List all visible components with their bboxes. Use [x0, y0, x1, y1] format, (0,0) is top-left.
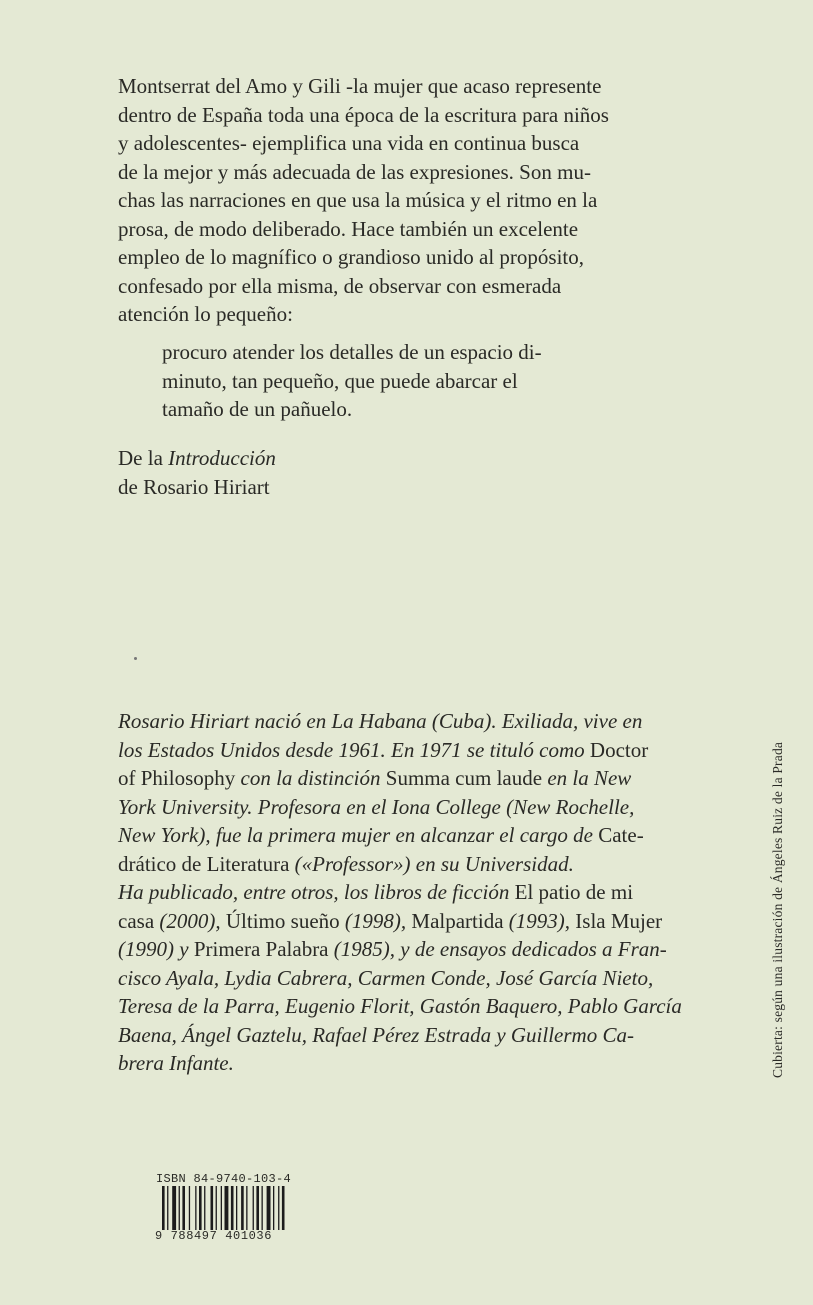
text-run: Rosario Hiriart nació en La Habana (Cuba). Exiliada, vive en	[118, 709, 643, 733]
barcode-bar	[256, 1186, 259, 1230]
barcode-bar	[282, 1186, 285, 1230]
bio-line	[118, 764, 712, 793]
barcode-bar	[236, 1186, 237, 1230]
barcode-bar	[262, 1186, 263, 1230]
ean-digits: 9 788497 401036	[155, 1229, 273, 1243]
text-run: Summa cum laude	[385, 766, 548, 790]
barcode-bar	[211, 1186, 214, 1230]
cover-credit: Cubierta: según una ilustración de Ángeles Ruiz de la Prada	[770, 741, 785, 1078]
barcode-bar	[162, 1186, 165, 1230]
text-run: drático de Literatura	[118, 851, 295, 876]
text-run: los Estados Unidos desde 1961. En 1971 se tituló como	[118, 737, 590, 762]
barcode-bar	[195, 1186, 196, 1230]
quote-line: tamaño de un pañuelo.	[162, 397, 353, 421]
intro-line: empleo de lo magnífico o grandioso unido al propósito,	[118, 245, 584, 269]
attribution-work: Introducción	[168, 446, 276, 470]
barcode-bar	[172, 1186, 176, 1230]
barcode-bar	[246, 1186, 247, 1230]
text-run: con la distinción	[240, 766, 386, 790]
barcode-bar	[182, 1186, 185, 1230]
text-run: en la New	[547, 766, 632, 790]
text-run: Doctor	[589, 737, 649, 762]
text-run: Malpartida	[411, 908, 509, 933]
text-run: (1985), y de ensayos dedicados a Fran-	[333, 937, 667, 961]
attribution-line	[118, 444, 518, 473]
text-run: Primera Palabra	[193, 937, 334, 961]
bio-line	[118, 935, 712, 964]
barcode-bar	[179, 1186, 180, 1230]
barcode-bars	[162, 1186, 302, 1230]
intro-line: atención lo pequeño:	[118, 302, 293, 326]
text-run: Último sueño	[225, 908, 345, 933]
text-run: Ha publicado, entre otros, los libros de ficción	[118, 880, 515, 904]
text-run: brera Infante.	[118, 1051, 234, 1075]
attribution-prefix: De la	[118, 446, 169, 470]
quote-line: procuro atender los detalles de un espacio di-	[162, 340, 542, 364]
barcode-bar	[273, 1186, 274, 1230]
bio-line	[118, 850, 712, 879]
text-run: New York), fue la primera mujer en alcanzar el cargo de	[118, 823, 599, 847]
text-run: Isla Mujer	[575, 908, 663, 933]
barcode-bar	[204, 1186, 205, 1230]
bio-line	[118, 1021, 712, 1050]
attribution-author: de Rosario Hiriart	[118, 474, 270, 499]
intro-line: confesado por ella misma, de observar con esmerada	[118, 273, 562, 298]
bio-line	[118, 992, 712, 1021]
barcode-bar	[189, 1186, 190, 1230]
quoted-passage	[162, 338, 712, 424]
intro-line: y adolescentes- ejemplifica una vida en continua busca	[118, 131, 580, 155]
intro-line: chas las narraciones en que usa la música y el ritmo en la	[118, 188, 598, 212]
text-run: («Professor») en su Universidad.	[294, 851, 574, 876]
quote-line: minuto, tan pequeño, que puede abarcar el	[162, 368, 518, 393]
text-run: Cate-	[598, 823, 644, 847]
intro-line: dentro de España toda una época de la escritura para niños	[118, 102, 609, 127]
bio-line	[118, 793, 712, 822]
barcode	[155, 1172, 305, 1244]
isbn-label: ISBN 84-9740-103-4	[156, 1172, 292, 1186]
barcode-bar	[241, 1186, 244, 1230]
attribution	[118, 444, 518, 501]
barcode-bar	[216, 1186, 217, 1230]
text-run: El patio de mi	[514, 880, 634, 904]
text-run: Teresa de la Parra, Eugenio Florit, Gastón Baquero, Pablo García	[118, 994, 682, 1018]
intro-line: prosa, de modo deliberado. Hace también un excelente	[118, 216, 579, 241]
intro-line: Montserrat del Amo y Gili -la mujer que acaso represente	[118, 74, 602, 98]
bio-line	[118, 821, 712, 850]
barcode-bar	[231, 1186, 234, 1230]
text-run: of Philosophy	[118, 766, 241, 790]
text-run: (1998),	[344, 908, 412, 933]
bio-line	[118, 907, 712, 936]
intro-paragraph	[118, 72, 712, 329]
barcode-bar	[253, 1186, 254, 1230]
text-run: York University. Profesora en el Iona College (New Rochelle,	[118, 794, 635, 819]
author-bio	[118, 707, 712, 1078]
bio-line	[118, 736, 712, 765]
bio-line	[118, 878, 712, 907]
barcode-bar	[199, 1186, 202, 1230]
stray-mark	[134, 657, 137, 660]
barcode-bar	[221, 1186, 222, 1230]
barcode-bar	[278, 1186, 279, 1230]
text-run: Baena, Ángel Gaztelu, Rafael Pérez Estrada y Guillermo Ca-	[118, 1022, 634, 1047]
barcode-bar	[167, 1186, 168, 1230]
bio-line	[118, 1049, 712, 1078]
text-run: (1990) y	[118, 937, 194, 961]
barcode-bar	[225, 1186, 229, 1230]
bio-line	[118, 964, 712, 993]
text-run: casa	[118, 908, 160, 933]
barcode-bar	[267, 1186, 271, 1230]
text-run: (2000),	[159, 908, 226, 933]
text-run: (1993),	[508, 908, 576, 933]
text-run: cisco Ayala, Lydia Cabrera, Carmen Conde, José García Nieto,	[118, 965, 654, 990]
bio-line	[118, 707, 712, 736]
intro-line: de la mejor y más adecuada de las expresiones. Son mu-	[118, 159, 591, 184]
